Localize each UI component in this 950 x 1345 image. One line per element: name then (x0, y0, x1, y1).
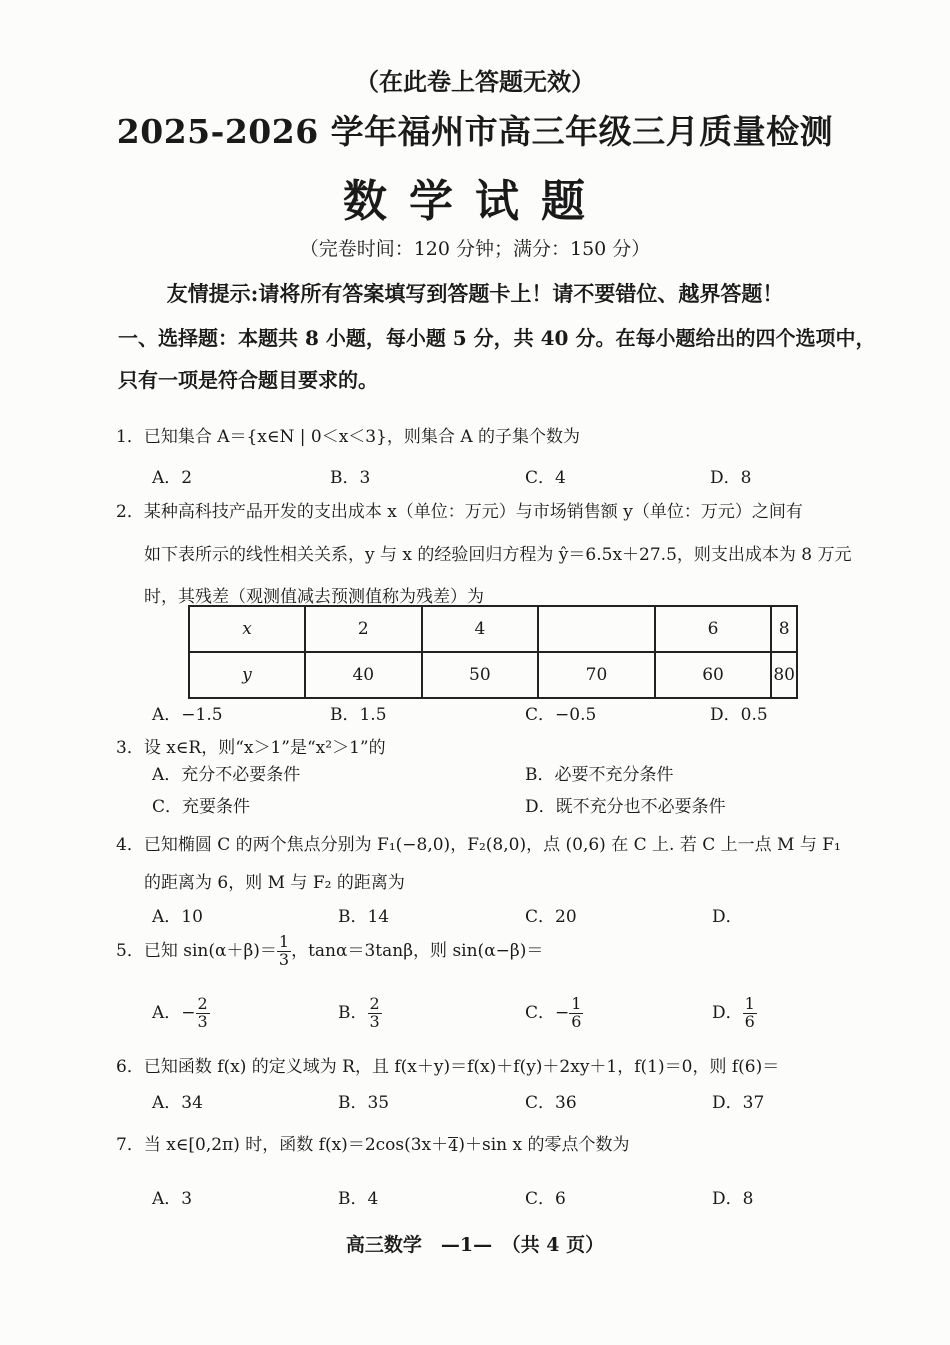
table-cell: y (189, 652, 305, 698)
q4-option-b: B．14 (338, 907, 390, 927)
table-cell: 80 (771, 652, 797, 698)
section-heading-line1: 一、选择题：本题共 8 小题，每小题 5 分，共 40 分。在每小题给出的四个选项中， (118, 326, 876, 350)
table-cell: 4 (422, 606, 539, 652)
exam-title: 2025-2026 学年福州市高三年级三月质量检测 (116, 112, 834, 151)
q4-line2: 的距离为 6，则 M 与 F₂ 的距离为 (144, 873, 405, 893)
q4-option-c: C．20 (525, 907, 577, 927)
q6-option-b: B．35 (338, 1093, 390, 1113)
table-cell: 50 (422, 652, 539, 698)
table-cell: 8 (771, 606, 797, 652)
q2-data-table (188, 605, 798, 699)
section-heading-line2: 只有一项是符合题目要求的。 (118, 368, 378, 392)
q4-option-d: D． (712, 907, 743, 927)
table-cell: 60 (655, 652, 772, 698)
q2-option-a: A．−1.5 (152, 705, 223, 725)
q4-line1: 4．已知椭圆 C 的两个焦点分别为 F₁(−8,0)，F₂(8,0)，点 (0,6) 在 C 上. 若 C 上一点 M 与 F₁ (116, 835, 841, 855)
q6-option-a: A．34 (152, 1093, 203, 1113)
q1-option-d: D．8 (710, 468, 752, 488)
q1-stem: 1．已知集合 A＝{x∈N | 0＜x＜3}，则集合 A 的子集个数为 (116, 427, 581, 447)
table-cell: 40 (305, 652, 422, 698)
q3-option-d: D．既不充分也不必要条件 (525, 797, 726, 817)
q2-line3: 时，其残差（观测值减去预测值称为残差）为 (144, 587, 484, 607)
q7-option-d: D．8 (712, 1189, 754, 1209)
q3-option-a: A．充分不必要条件 (152, 765, 301, 785)
q6-option-d: D．37 (712, 1093, 765, 1113)
q1-option-c: C．4 (525, 468, 566, 488)
q3-option-c: C．充要条件 (152, 797, 251, 817)
q6-stem: 6．已知函数 f(x) 的定义域为 R，且 f(x＋y)＝f(x)＋f(y)＋2xy＋1，f(1)＝0，则 f(6)＝ (116, 1057, 780, 1077)
q3-stem: 3．设 x∈R，则“x＞1”是“x²＞1”的 (116, 738, 386, 758)
q5-option-a: A．− $\frac{2}{3}$ (152, 994, 208, 1031)
table-cell: 70 (538, 652, 655, 698)
page-footer: 高三数学 —1— （共 4 页） (345, 1234, 605, 1256)
q5-option-b: B． $\frac{2}{3}$ (338, 994, 380, 1031)
q7-fraction: 4 (448, 1135, 459, 1155)
table-row-y (189, 652, 797, 698)
q2-option-c: C．−0.5 (525, 705, 597, 725)
exam-note: （在此卷上答题无效） (355, 67, 595, 96)
q2-line1: 2．某种高科技产品开发的支出成本 x（单位：万元）与市场销售额 y（单位：万元）之间有 (116, 502, 803, 522)
q2-line2: 如下表所示的线性相关关系，y 与 x 的经验回归方程为 ŷ＝6.5x＋27.5，则支出成本为 8 万元 (144, 545, 852, 565)
q3-option-b: B．必要不充分条件 (525, 765, 674, 785)
friendly-tip: 友情提示:请将所有答案填写到答题卡上！请不要错位、越界答题！ (166, 281, 784, 306)
q6-option-c: C．36 (525, 1093, 577, 1113)
q7-stem: 7．当 x∈[0,2π) 时，函数 f(x)＝2cos(3x＋ 4 )＋sin x 的零点个数为 (116, 1135, 630, 1155)
table-row-x (189, 606, 797, 652)
q7-option-c: C．6 (525, 1189, 566, 1209)
q7-option-a: A．3 (152, 1189, 193, 1209)
q2-option-d: D．0.5 (710, 705, 768, 725)
q4-option-a: A．10 (152, 907, 203, 927)
table-cell (538, 606, 655, 652)
table-cell: 2 (305, 606, 422, 652)
subject-title: 数学试题 (343, 176, 607, 227)
q7-option-b: B．4 (338, 1189, 379, 1209)
q1-option-b: B．3 (330, 468, 371, 488)
q5-stem: 5．已知 sin(α＋β)＝ $\frac{1}{3}$ ，tanα＝3tanβ，则 sin(α−β)＝ (116, 932, 544, 969)
table-cell: x (189, 606, 305, 652)
q5-fraction: $\frac{1}{3}$ (278, 932, 290, 969)
q5-option-d: D． $\frac{1}{6}$ (712, 994, 755, 1031)
q5-option-c: C．− $\frac{1}{6}$ (525, 994, 582, 1031)
time-info: （完卷时间：120 分钟；满分：150 分） (299, 238, 651, 260)
table-cell: 6 (655, 606, 772, 652)
q2-option-b: B．1.5 (330, 705, 387, 725)
q1-option-a: A．2 (152, 468, 193, 488)
